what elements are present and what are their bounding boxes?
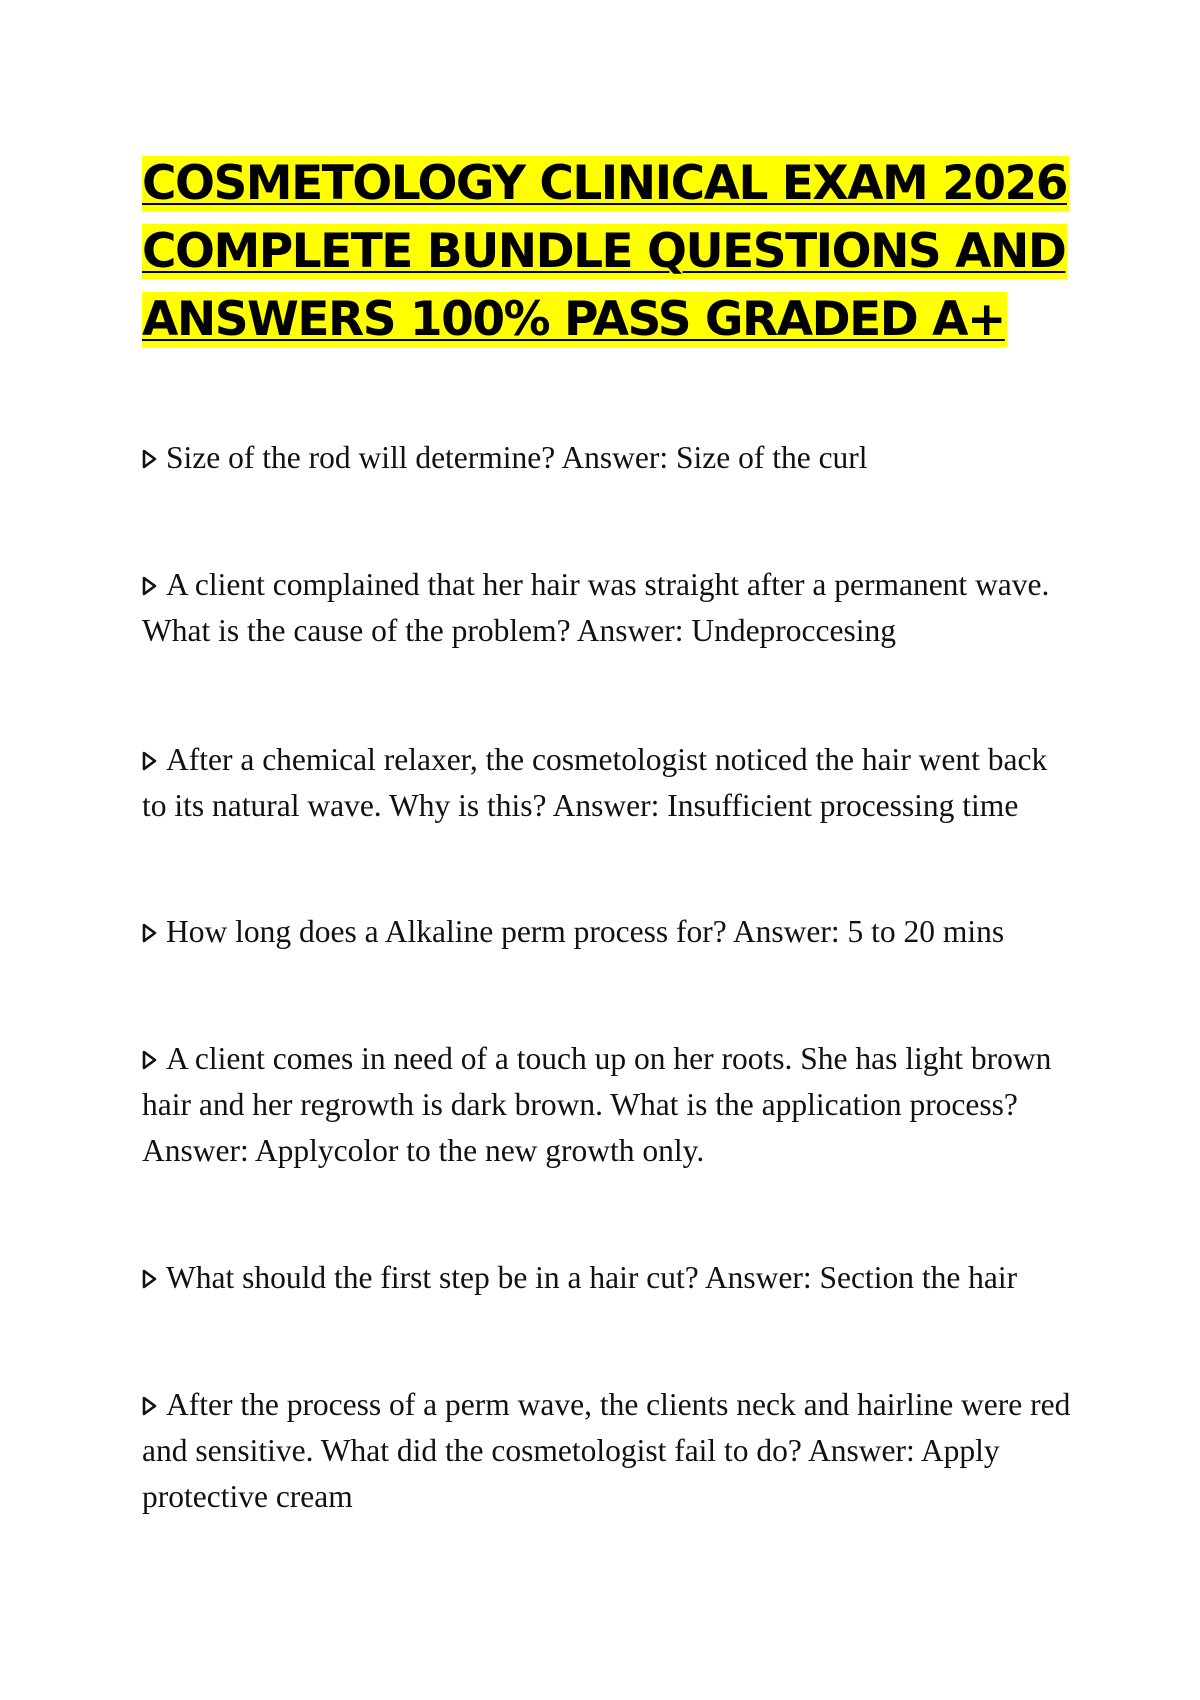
triangle-right-outline-icon	[142, 1268, 157, 1290]
qa-item	[142, 737, 1072, 829]
title-line-text: ANSWERS 100% PASS GRADED A+	[142, 292, 1005, 347]
title-line	[142, 150, 1082, 218]
qa-item	[142, 1255, 1072, 1301]
qa-item-text: After a chemical relaxer, the cosmetologist noticed the hair went back to its natural wave. Why is this? Answer: Insufficient processing time	[142, 742, 1048, 823]
qa-item-text: Size of the rod will determine? Answer: Size of the curl	[166, 440, 868, 475]
qa-item-text: A client comes in need of a touch up on her roots. She has light brown hair and her regrowth is dark brown. What is the application process? Answer: Applycolor to the new growth only.	[142, 1041, 1052, 1168]
qa-item-text: A client complained that her hair was straight after a permanent wave. What is the cause of the problem? Answer: Undeproccesing	[142, 567, 1050, 648]
qa-item	[142, 1036, 1072, 1174]
qa-item-text: After the process of a perm wave, the clients neck and hairline were red and sensitive. What did the cosmetologist fail to do? Answer: Apply protective cream	[142, 1387, 1071, 1514]
qa-item	[142, 909, 1072, 955]
triangle-right-outline-icon	[142, 575, 157, 597]
triangle-right-outline-icon	[142, 750, 157, 772]
triangle-right-outline-icon	[142, 1395, 157, 1417]
document-title	[142, 150, 1082, 354]
title-line	[142, 218, 1082, 286]
title-line	[142, 286, 1082, 354]
qa-item	[142, 1382, 1072, 1520]
title-line-text: COSMETOLOGY CLINICAL EXAM 2026	[142, 156, 1067, 211]
title-line-text: COMPLETE BUNDLE QUESTIONS AND	[142, 224, 1066, 279]
qa-item	[142, 562, 1072, 654]
triangle-right-outline-icon	[142, 922, 157, 944]
qa-item	[142, 435, 1072, 481]
qa-item-text: What should the first step be in a hair cut? Answer: Section the hair	[166, 1260, 1018, 1295]
qa-item-text: How long does a Alkaline perm process for? Answer: 5 to 20 mins	[166, 914, 1005, 949]
triangle-right-outline-icon	[142, 1049, 157, 1071]
triangle-right-outline-icon	[142, 448, 157, 470]
